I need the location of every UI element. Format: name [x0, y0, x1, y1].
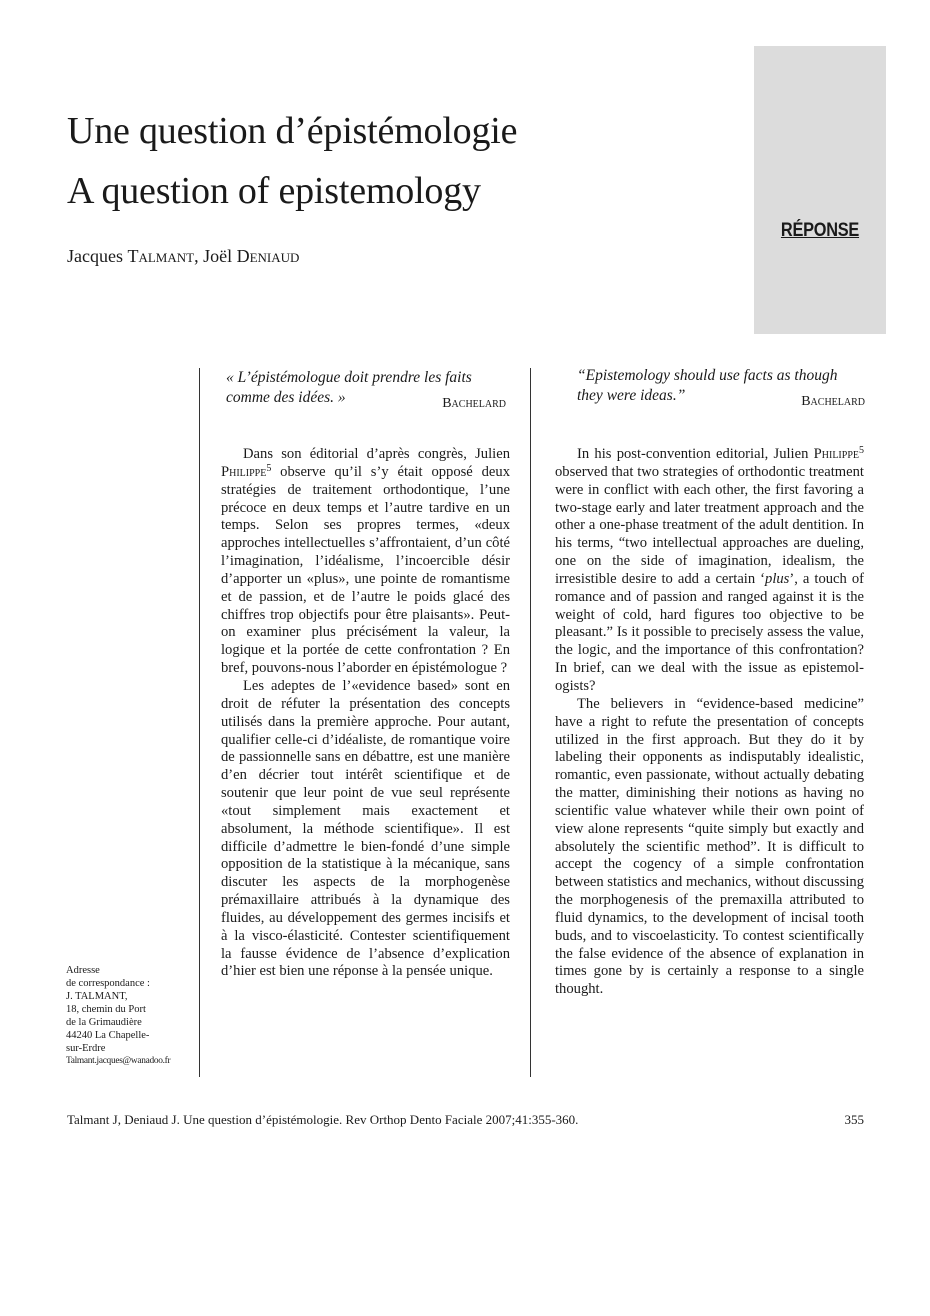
- epigraph-attribution: Bachelard: [801, 394, 865, 409]
- section-label: RÉPONSE: [780, 220, 860, 241]
- epigraph-quote: “Epistemology should use facts as though they were ideas.”: [577, 367, 838, 404]
- column-divider-left: [199, 368, 200, 1077]
- reference-marker: 5: [266, 462, 272, 474]
- author-2-last-name: Deniaud: [236, 246, 300, 266]
- epigraph-quote: « L’épistémologue doit prendre les faits comme des idées. »: [226, 369, 472, 406]
- body-text-english: [555, 446, 864, 999]
- author-2-first-name: Joël: [203, 246, 233, 266]
- section-box: [754, 46, 886, 334]
- cited-author: Philippe: [221, 463, 267, 480]
- paragraph: Dans son éditorial d’après congrès, Julien Philippe$^5$ observe qu’il s’y était opposé deux stratégies de traitement orthodontique, l’une précoce en deux temps et l’autre tardive en un temps. Selon ses propres termes, «deux approches intellectuelles s’affrontaient, d’un côté l’imagination, l’idéalisme, l’incoercible désir d’apporter un «plus», une pointe de romantisme et de passion, et de l’autre le poids glacé des chiffres trop objectifs pour être plaisants». Peut-on examiner plus précisément la valeur, la logique et la portée de cette confrontation ? En bref, pouvons-nous l’aborder en épistémologue ?: [221, 446, 510, 677]
- paragraph: Les adeptes de l’«evidence based» sont en droit de réfuter la présentation des concepts utilisés dans la première approche. Pour autant, qualifier celle-ci d’idéaliste, de romantique voire de passionnelle sans en débattre, est une manière d’en décrier tout intérêt scientifique et de soutenir que leur point de vue seul représente «tout simplement mais exactement et absolument, la méthode scientifique». Il est difficile d’admettre le bien-fondé d’une simple opposition de la statistique à la mécanique, sans discuter les aspects de la morphogenèse prémaxillaire attribués à la dynamique des fluides, au développement des germes incisifs et à la visco-élasticité. Contester scientifiquement la fausse évidence de l’absence d’explication d’hier est bien une réponse à la pensée unique.: [221, 677, 510, 980]
- author-1-last-name: Talmant: [127, 246, 195, 266]
- cited-author: Philippe: [813, 446, 859, 462]
- column-divider-middle: [530, 368, 531, 1077]
- epigraph-english: [577, 366, 865, 409]
- author-1-first-name: Jacques: [67, 246, 123, 266]
- paragraph: In his post-convention editorial, Julien Philippe$^5$ observed that two strategies of orthodontic treatment were in conflict with each other, the first favoring a two-stage early and later treatment approach and the other a one-phase treatment of the adult dentition. In his terms, “two intellectual approaches are dueling, one on the side of imagination, idealism, the irresistible desire to add a certain ‘plus’, a touch of romance and of passion and ranged against it is the weight of cold, hard figures too objective to be pleasant.” Is it possible to precisely assess the value, the logic, and the importance of this confrontation? In brief, can we deal with the issue as epistemologists?: [555, 445, 864, 694]
- correspondence-address: Adresse de correspondance : J. TALMANT, 18, chemin du Port de la Grimaudière 44240 La Chapelle- sur-Erdre Talmant.jacques@wanadoo.fr: [66, 964, 186, 1068]
- email-address: Talmant.jacques@wanadoo.fr: [66, 1056, 171, 1066]
- title-french: Une question d’épistémologie: [67, 110, 518, 152]
- body-text-french: [221, 446, 510, 981]
- page-number: 355: [844, 1112, 864, 1127]
- reference-marker: 5: [859, 445, 864, 456]
- epigraph-french: [226, 368, 506, 411]
- title-english: A question of epistemology: [67, 170, 481, 212]
- paragraph: The believers in “evidence-based medicine” have a right to refute the presentation of concepts utilized in the first approach. But they do it by labeling their opponents as indisputably idealistic, romantic, even passionate, without actually debating the matter, diminishing their notions as having no scientific value whatever while their own point of view alone represents “quite simply but exactly and absolutely the scientific method”. It is difficult to accept the cogency of a simple confrontation between statistics and mechanics, without discussing the morphogenesis of the premaxilla attributed to fluid dynamics, to the development of incisal tooth buds, and to viscoelasticity. To contest scientifically the false evidence of the absence of explanation in times gone by is certainly a response to a single thought.: [555, 695, 864, 998]
- author-list: Jacques Talmant, Joël Deniaud: [67, 246, 300, 266]
- footer-citation: Talmant J, Deniaud J. Une question d’épistémologie. Rev Orthop Dento Faciale 2007;41:355-360.: [67, 1112, 579, 1127]
- epigraph-attribution: Bachelard: [442, 396, 506, 411]
